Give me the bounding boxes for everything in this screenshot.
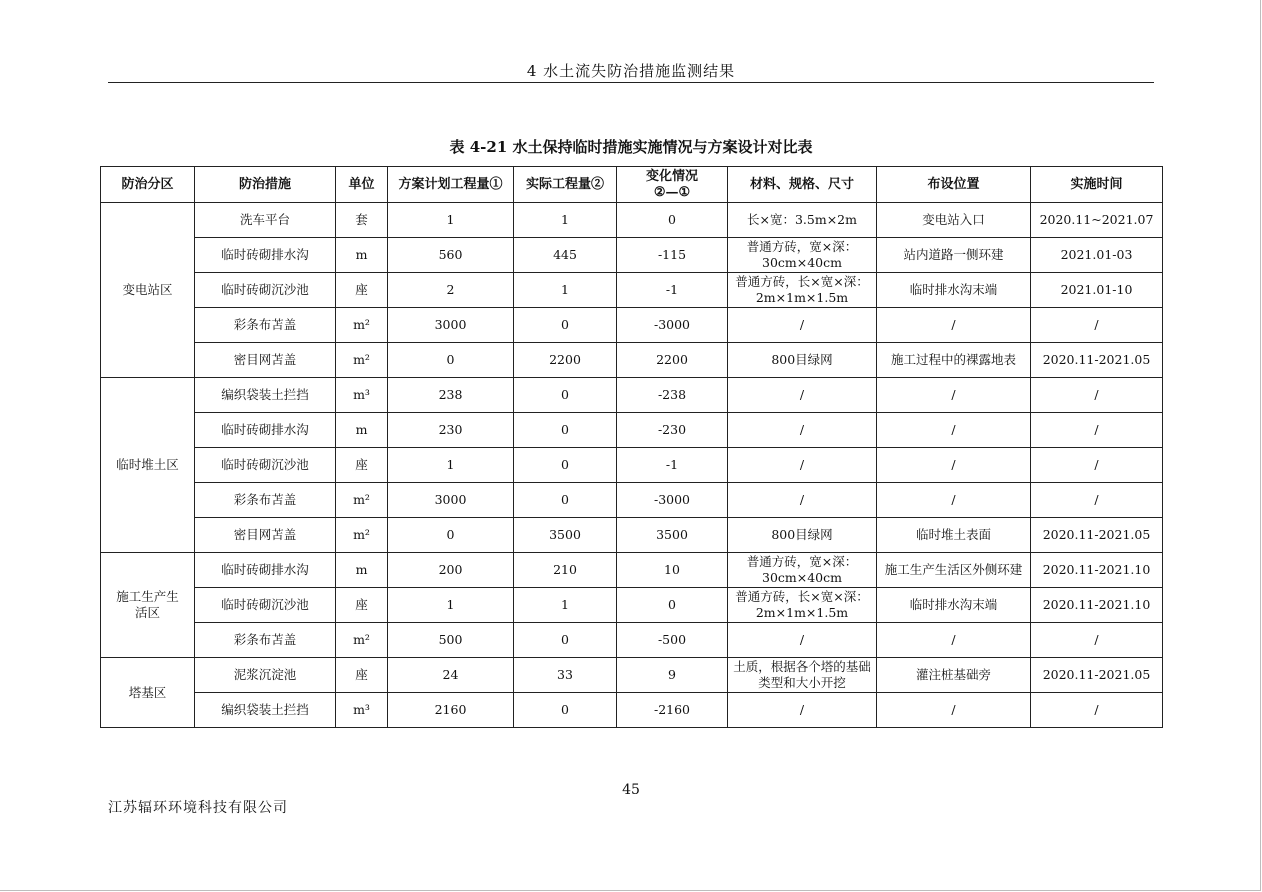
actual-cell: 0 — [514, 623, 617, 658]
location-cell: 临时排水沟末端 — [877, 273, 1031, 308]
actual-cell: 2200 — [514, 343, 617, 378]
zone-cell: 临时堆土区 — [101, 378, 195, 553]
unit-cell: m — [336, 238, 388, 273]
planned-cell: 3000 — [388, 308, 514, 343]
unit-cell: m — [336, 553, 388, 588]
actual-cell: 1 — [514, 588, 617, 623]
planned-cell: 238 — [388, 378, 514, 413]
spec-cell: / — [728, 308, 877, 343]
unit-cell: 座 — [336, 448, 388, 483]
table-body — [101, 203, 1163, 728]
change-cell: -1 — [617, 273, 728, 308]
location-cell: / — [877, 693, 1031, 728]
spec-cell: 800目绿网 — [728, 343, 877, 378]
change-cell: -2160 — [617, 693, 728, 728]
planned-cell: 0 — [388, 518, 514, 553]
change-cell: -230 — [617, 413, 728, 448]
table-row — [101, 378, 1163, 413]
unit-cell: 座 — [336, 588, 388, 623]
time-cell: / — [1031, 378, 1163, 413]
location-cell: 施工过程中的裸露地表 — [877, 343, 1031, 378]
time-cell: / — [1031, 623, 1163, 658]
change-cell: -500 — [617, 623, 728, 658]
measure-cell: 编织袋装土拦挡 — [195, 693, 336, 728]
column-header: 防治分区 — [101, 167, 195, 203]
planned-cell: 0 — [388, 343, 514, 378]
planned-cell: 500 — [388, 623, 514, 658]
measure-cell: 彩条布苫盖 — [195, 308, 336, 343]
unit-cell: m² — [336, 308, 388, 343]
table-row — [101, 588, 1163, 623]
actual-cell: 3500 — [514, 518, 617, 553]
time-cell: 2021.01-03 — [1031, 238, 1163, 273]
spec-cell: / — [728, 623, 877, 658]
spec-cell: / — [728, 448, 877, 483]
spec-cell: 土质，根据各个塔的基础类型和大小开挖 — [728, 658, 877, 693]
measure-cell: 临时砖砌沉沙池 — [195, 273, 336, 308]
actual-cell: 210 — [514, 553, 617, 588]
time-cell: 2021.01-10 — [1031, 273, 1163, 308]
unit-cell: m² — [336, 518, 388, 553]
table-row — [101, 343, 1163, 378]
running-header: 4 水土流失防治措施监测结果 — [526, 62, 736, 80]
table-row — [101, 623, 1163, 658]
location-cell: 临时排水沟末端 — [877, 588, 1031, 623]
spec-cell: 800目绿网 — [728, 518, 877, 553]
change-cell: -115 — [617, 238, 728, 273]
measure-cell: 临时砖砌排水沟 — [195, 238, 336, 273]
unit-cell: m² — [336, 483, 388, 518]
time-cell: / — [1031, 413, 1163, 448]
measure-cell: 编织袋装土拦挡 — [195, 378, 336, 413]
measure-cell: 临时砖砌排水沟 — [195, 553, 336, 588]
table-row — [101, 413, 1163, 448]
company-name: 江苏辐环环境科技有限公司 — [108, 800, 288, 816]
table-row — [101, 483, 1163, 518]
spec-cell: 普通方砖，宽×深：30cm×40cm — [728, 553, 877, 588]
time-cell: / — [1031, 308, 1163, 343]
actual-cell: 0 — [514, 308, 617, 343]
time-cell: 2020.11-2021.10 — [1031, 553, 1163, 588]
measure-cell: 临时砖砌沉沙池 — [195, 588, 336, 623]
unit-cell: 座 — [336, 273, 388, 308]
unit-cell: m³ — [336, 378, 388, 413]
change-cell: 3500 — [617, 518, 728, 553]
column-header: 变化情况 ②—① — [617, 167, 728, 203]
actual-cell: 445 — [514, 238, 617, 273]
location-cell: / — [877, 623, 1031, 658]
spec-cell: 普通方砖，长×宽×深：2m×1m×1.5m — [728, 588, 877, 623]
zone-cell: 施工生产生活区 — [101, 553, 195, 658]
column-header: 单位 — [336, 167, 388, 203]
spec-cell: / — [728, 483, 877, 518]
spec-cell: 普通方砖，长×宽×深：2m×1m×1.5m — [728, 273, 877, 308]
location-cell: / — [877, 448, 1031, 483]
header-rule — [108, 82, 1154, 83]
planned-cell: 200 — [388, 553, 514, 588]
unit-cell: 座 — [336, 658, 388, 693]
change-cell: -3000 — [617, 483, 728, 518]
table-row — [101, 518, 1163, 553]
change-cell: 10 — [617, 553, 728, 588]
change-cell: 9 — [617, 658, 728, 693]
unit-cell: m² — [336, 343, 388, 378]
planned-cell: 3000 — [388, 483, 514, 518]
change-cell: 0 — [617, 588, 728, 623]
table-row — [101, 448, 1163, 483]
measure-cell: 密目网苫盖 — [195, 518, 336, 553]
location-cell: 灌注桩基础旁 — [877, 658, 1031, 693]
measures-table — [100, 166, 1163, 728]
spec-cell: / — [728, 378, 877, 413]
measure-cell: 彩条布苫盖 — [195, 483, 336, 518]
unit-cell: m² — [336, 623, 388, 658]
spec-cell: 普通方砖，宽×深：30cm×40cm — [728, 238, 877, 273]
location-cell: / — [877, 413, 1031, 448]
table-row — [101, 238, 1163, 273]
zone-cell: 塔基区 — [101, 658, 195, 728]
measure-cell: 密目网苫盖 — [195, 343, 336, 378]
planned-cell: 560 — [388, 238, 514, 273]
unit-cell: 套 — [336, 203, 388, 238]
table-row — [101, 553, 1163, 588]
planned-cell: 1 — [388, 203, 514, 238]
actual-cell: 33 — [514, 658, 617, 693]
table-row — [101, 203, 1163, 238]
location-cell: 站内道路一侧环建 — [877, 238, 1031, 273]
time-cell: 2020.11-2021.05 — [1031, 518, 1163, 553]
measure-cell: 洗车平台 — [195, 203, 336, 238]
planned-cell: 24 — [388, 658, 514, 693]
column-header: 实施时间 — [1031, 167, 1163, 203]
time-cell: 2020.11~2021.07 — [1031, 203, 1163, 238]
location-cell: 施工生产生活区外侧环建 — [877, 553, 1031, 588]
change-cell: 0 — [617, 203, 728, 238]
planned-cell: 1 — [388, 448, 514, 483]
location-cell: / — [877, 308, 1031, 343]
measure-cell: 临时砖砌沉沙池 — [195, 448, 336, 483]
table-row — [101, 658, 1163, 693]
time-cell: 2020.11-2021.05 — [1031, 343, 1163, 378]
location-cell: 临时堆土表面 — [877, 518, 1031, 553]
location-cell: 变电站入口 — [877, 203, 1031, 238]
actual-cell: 0 — [514, 448, 617, 483]
time-cell: / — [1031, 448, 1163, 483]
location-cell: / — [877, 483, 1031, 518]
planned-cell: 230 — [388, 413, 514, 448]
column-header: 方案计划工程量① — [388, 167, 514, 203]
zone-cell: 变电站区 — [101, 203, 195, 378]
column-header: 材料、规格、尺寸 — [728, 167, 877, 203]
change-cell: -3000 — [617, 308, 728, 343]
page-number: 45 — [622, 782, 640, 798]
actual-cell: 0 — [514, 483, 617, 518]
time-cell: 2020.11-2021.10 — [1031, 588, 1163, 623]
unit-cell: m — [336, 413, 388, 448]
spec-cell: / — [728, 693, 877, 728]
column-header: 布设位置 — [877, 167, 1031, 203]
change-cell: 2200 — [617, 343, 728, 378]
table-row — [101, 693, 1163, 728]
actual-cell: 0 — [514, 378, 617, 413]
measure-cell: 彩条布苫盖 — [195, 623, 336, 658]
unit-cell: m³ — [336, 693, 388, 728]
location-cell: / — [877, 378, 1031, 413]
table-row — [101, 273, 1163, 308]
planned-cell: 2160 — [388, 693, 514, 728]
table-caption: 表 4-21 水土保持临时措施实施情况与方案设计对比表 — [449, 138, 813, 156]
time-cell: 2020.11-2021.05 — [1031, 658, 1163, 693]
column-header: 实际工程量② — [514, 167, 617, 203]
time-cell: / — [1031, 693, 1163, 728]
planned-cell: 1 — [388, 588, 514, 623]
actual-cell: 0 — [514, 413, 617, 448]
actual-cell: 1 — [514, 273, 617, 308]
planned-cell: 2 — [388, 273, 514, 308]
spec-cell: 长×宽：3.5m×2m — [728, 203, 877, 238]
table-header-row — [101, 167, 1163, 203]
change-cell: -238 — [617, 378, 728, 413]
measure-cell: 临时砖砌排水沟 — [195, 413, 336, 448]
spec-cell: / — [728, 413, 877, 448]
actual-cell: 0 — [514, 693, 617, 728]
actual-cell: 1 — [514, 203, 617, 238]
time-cell: / — [1031, 483, 1163, 518]
table-row — [101, 308, 1163, 343]
column-header: 防治措施 — [195, 167, 336, 203]
measure-cell: 泥浆沉淀池 — [195, 658, 336, 693]
change-cell: -1 — [617, 448, 728, 483]
